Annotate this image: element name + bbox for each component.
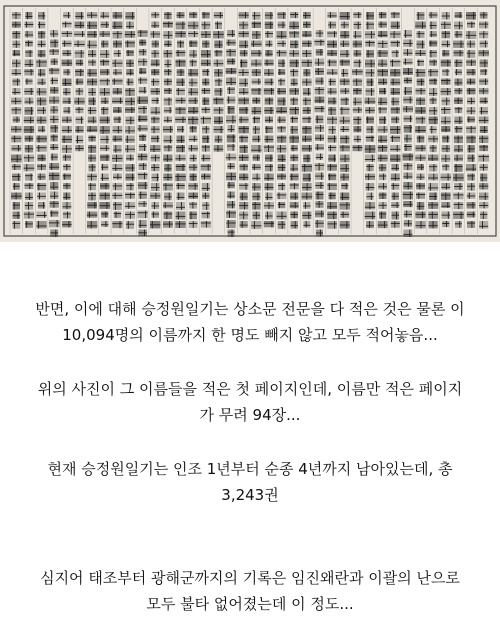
paragraph-line: 현재 승정원일기는 인조 1년부터 순종 4년까지 남아있는데, 총: [47, 460, 453, 478]
paragraph-name-list: [0, 296, 500, 348]
paragraph-line: 심지어 태조부터 광해군까지의 기록은 임진왜란과 이괄의 난으로: [40, 569, 460, 587]
paragraph-line: 위의 사진이 그 이름들을 적은 첫 페이지인데, 이름만 적은 페이지: [37, 380, 463, 398]
paragraph-line: 10,094명의 이름까지 한 명도 빼지 않고 모두 적어놓음...: [62, 326, 438, 344]
manuscript-photo: [0, 0, 500, 242]
paragraph-line: 반면, 이에 대해 승정원일기는 상소문 전문을 다 적은 것은 물론 이: [35, 300, 465, 318]
paragraph-first-page: [0, 376, 500, 428]
paragraph-line: 가 무려 94장...: [199, 406, 301, 424]
manuscript-page-image: [0, 0, 500, 242]
paragraph-line: 모두 불타 없어졌는데 이 정도...: [146, 595, 354, 613]
paragraph-lost-records: [0, 565, 500, 617]
paragraph-remaining-volumes: [0, 456, 500, 508]
paragraph-line: 3,243권: [221, 486, 279, 504]
